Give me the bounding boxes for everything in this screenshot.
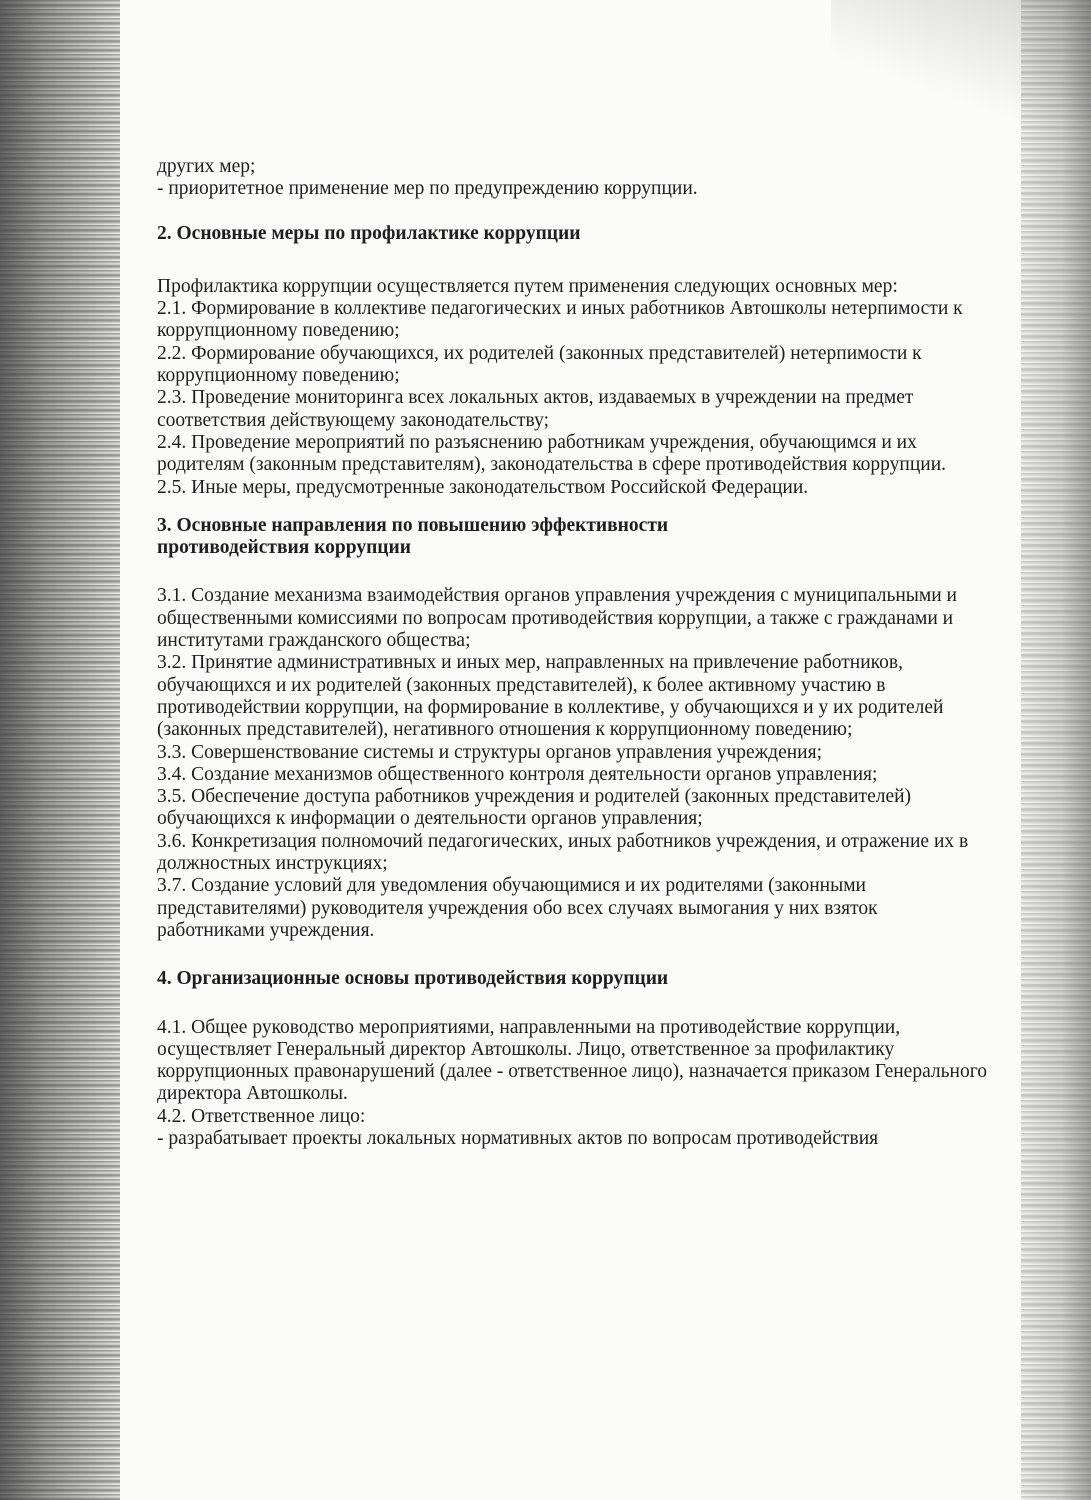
section-4-heading: 4. Организационные основы противодействия коррупции (157, 968, 669, 990)
section-3-heading-line-1: 3. Основные направления по повышению эффективности (157, 514, 669, 536)
section-2-heading: 2. Основные меры по профилактике коррупции (157, 222, 581, 244)
section-3-item: 3.1. Создание механизма взаимодействия органов управления учреждения с муниципальными и общественными комиссиями по вопросам противодействия коррупции, а также с гражданами и институтами гражданского общества; (157, 585, 957, 652)
section-4-item: 4.1. Общее руководство мероприятиями, направленными на противодействие коррупции, осуществляет Генеральный директор Автошколы. Лицо, ответственное за профилактику коррупционных правонарушений (далее - ответственное лицо), назначается приказом Генерального директора Автошколы. (157, 1016, 987, 1105)
scan-shadow-left (0, 0, 120, 1500)
section-3-item: 3.4. Создание механизмов общественного контроля деятельности органов управления; (157, 763, 878, 785)
scan-shadow-top (831, 0, 1091, 120)
section-3-heading-line-2: противодействия коррупции (157, 537, 412, 559)
section-3-item: 3.6. Конкретизация полномочий педагогических, иных работников учреждения, и отражение их в должностных инструкциях; (157, 830, 969, 875)
section-3-item: 3.3. Совершенствование системы и структуры органов управления учреждения; (157, 741, 822, 763)
document-body (157, 156, 989, 1150)
section-3-item: 3.7. Создание условий для уведомления обучающимися и их родителями (законными представителями) руководителя учреждения обо всех случаях вымогания у них взяток работниками учреждения. (157, 875, 878, 941)
section-4-item: 4.2. Ответственное лицо: (157, 1105, 366, 1127)
scan-shadow-right (1021, 0, 1091, 1500)
intro-line-1: других мер; (157, 156, 256, 177)
section-2-item: 2.4. Проведение мероприятий по разъяснению работникам учреждения, обучающимся и их родителям (законным представителям), законодательства в сфере противодействия коррупции. (157, 431, 947, 476)
section-2-item: 2.2. Формирование обучающихся, их родителей (законных представителей) нетерпимости к коррупционному поведению; (157, 342, 922, 387)
section-3-item: 3.2. Принятие административных и иных мер, направленных на привлечение работников, обучающихся и их родителей (законных представителей), к более активному участию в противодействии коррупции, на формирование в коллективе, у обучающихся и у их родителей (законных представителей), негативного отношения к коррупционному поведению; (157, 652, 944, 741)
intro-line-2: - приоритетное применение мер по предупреждению коррупции. (157, 178, 698, 200)
section-4-item: - разрабатывает проекты локальных нормативных актов по вопросам противодействия (157, 1127, 879, 1149)
section-2-item: 2.5. Иные меры, предусмотренные законодательством Российской Федерации. (157, 476, 809, 498)
section-2-lead: Профилактика коррупции осуществляется путем применения следующих основных мер: (157, 275, 898, 297)
section-2-item: 2.1. Формирование в коллективе педагогических и иных работников Автошколы нетерпимости к коррупционному поведению; (157, 298, 963, 342)
section-3-item: 3.5. Обеспечение доступа работников учреждения и родителей (законных представителей) обучающихся к информации о деятельности органов управления; (157, 786, 912, 830)
section-2-item: 2.3. Проведение мониторинга всех локальных актов, издаваемых в учреждении на предмет соответствия действующему законодательству; (157, 387, 914, 431)
